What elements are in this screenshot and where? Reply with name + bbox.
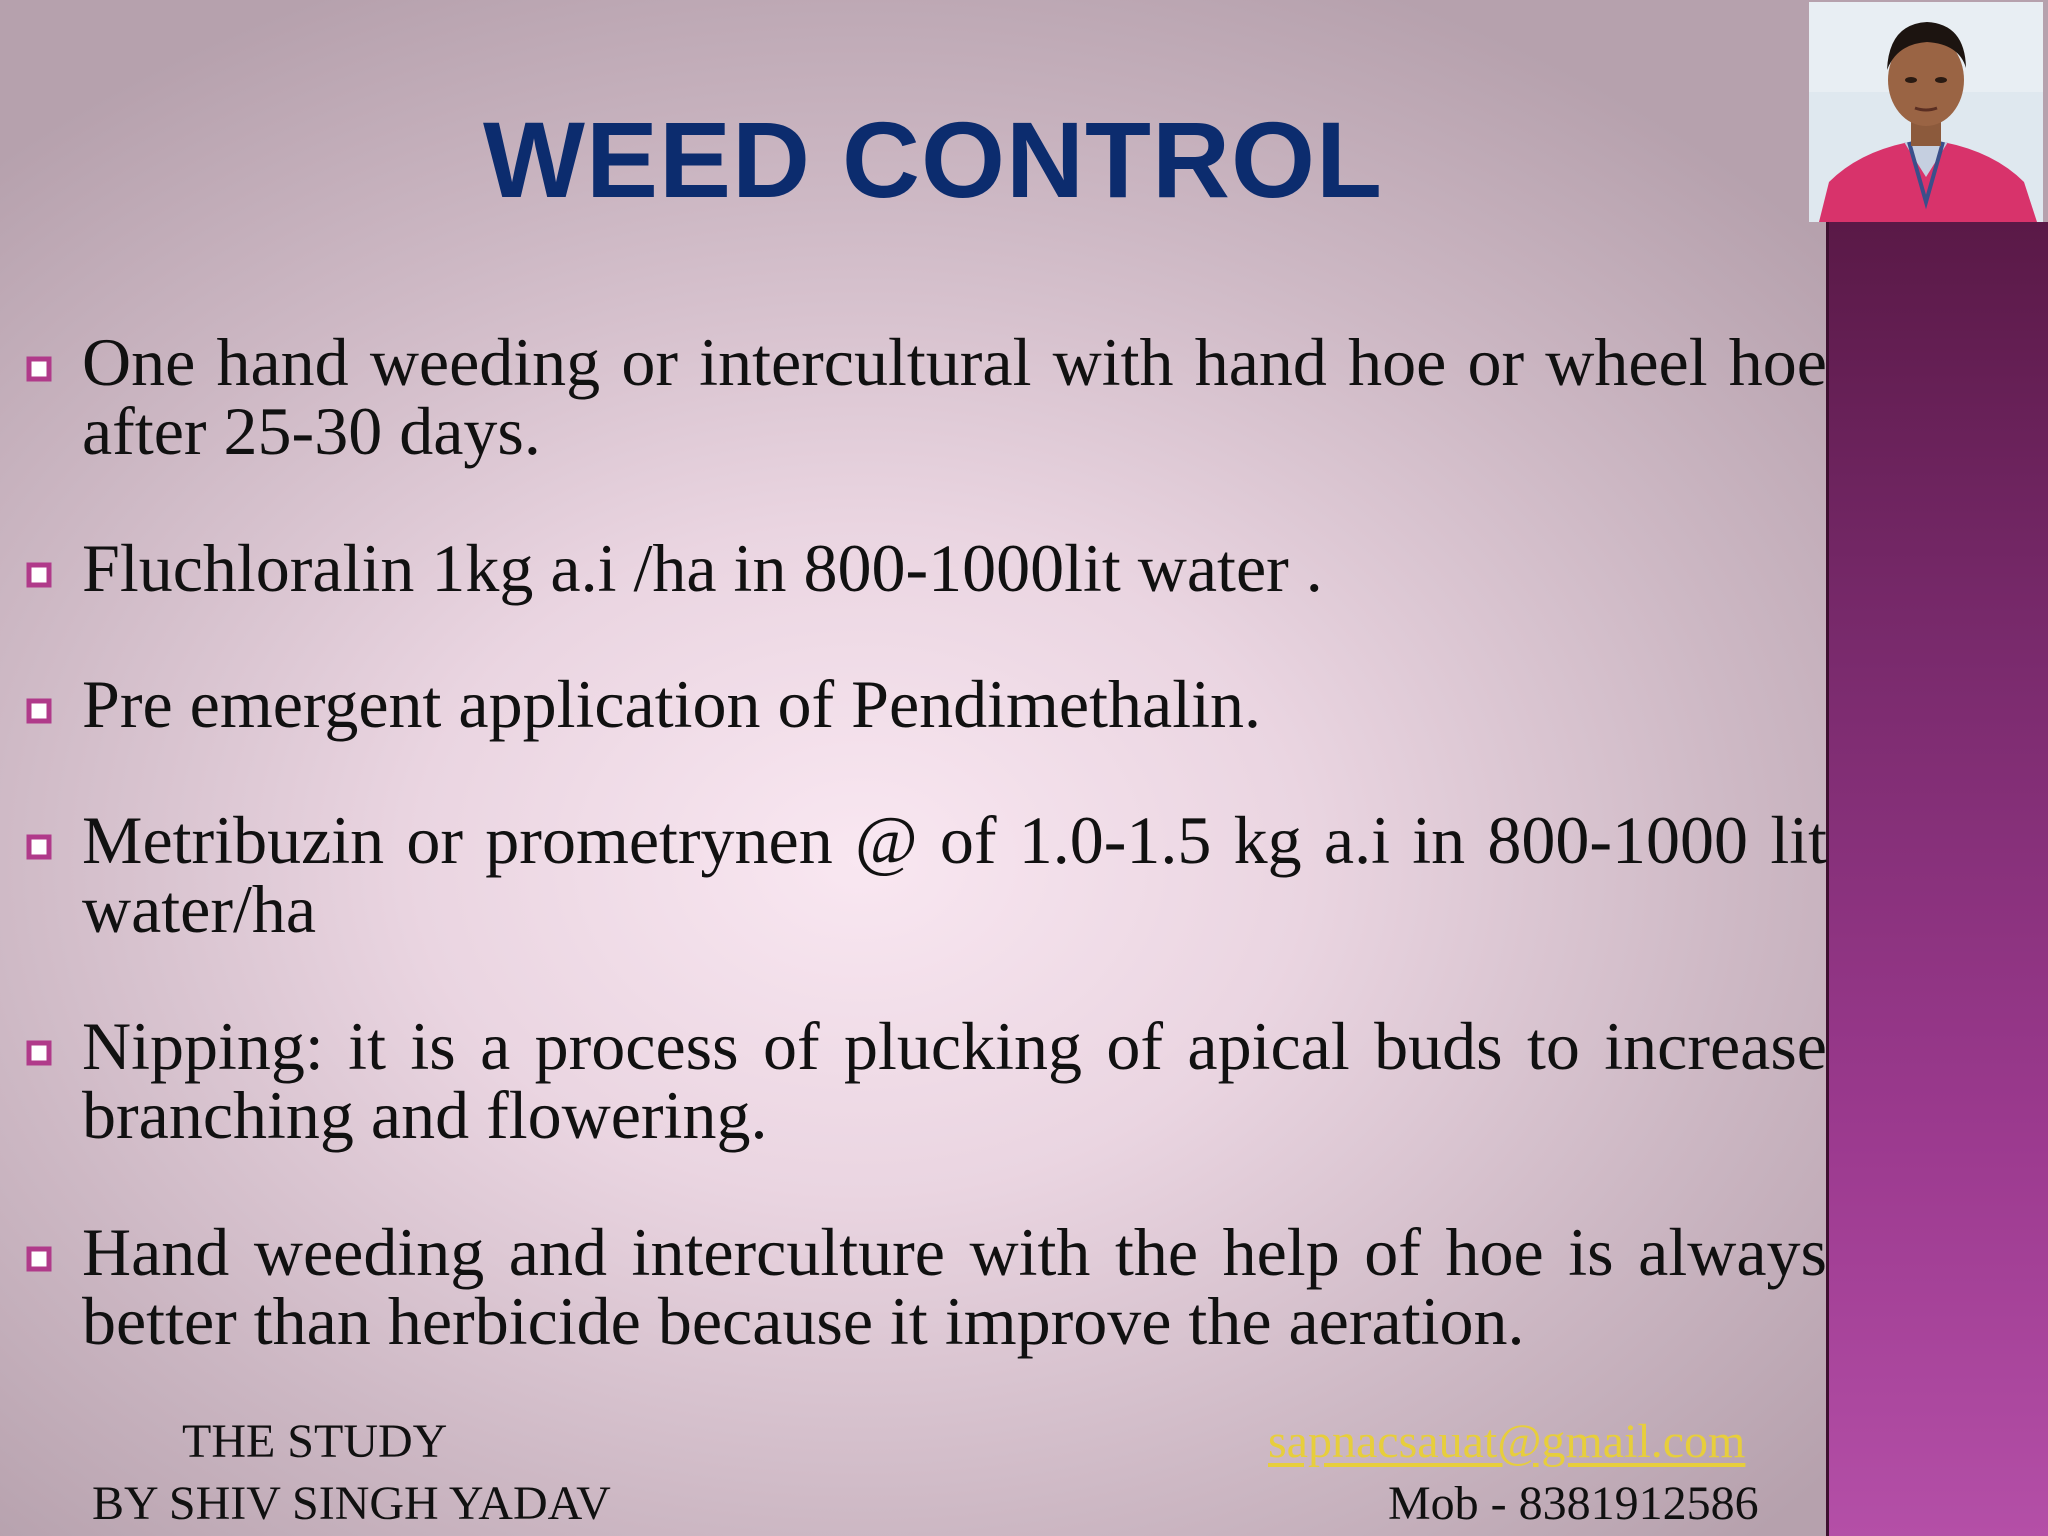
credit-line-1: THE STUDY: [182, 1415, 448, 1468]
bullet-text: Nipping: it is a process of plucking of apical buds to increase branching and flowering.: [82, 1008, 1827, 1153]
bullet-text: Pre emergent application of Pendimethalin.: [82, 666, 1261, 742]
bullet-text: Metribuzin or prometrynen @ of 1.0-1.5 kg a.i in 800-1000 lit water/ha: [82, 802, 1827, 947]
decorative-side-bar: [1826, 222, 2048, 1536]
hollow-square-bullet-icon: [26, 562, 52, 588]
slide-title: WEED CONTROL: [483, 99, 1383, 220]
hollow-square-bullet-icon: [26, 834, 52, 860]
hollow-square-bullet-icon: [26, 1246, 52, 1272]
hollow-square-bullet-icon: [26, 356, 52, 382]
credit-line-2: BY SHIV SINGH YADAV: [92, 1477, 611, 1530]
hollow-square-bullet-icon: [26, 1040, 52, 1066]
hollow-square-bullet-icon: [26, 698, 52, 724]
bullet-text: Hand weeding and interculture with the help of hoe is always better than herbicide because it improve the aeration.: [82, 1214, 1827, 1359]
bullet-text: One hand weeding or intercultural with hand hoe or wheel hoe after 25-30 days.: [82, 324, 1827, 469]
phone-number: Mob - 8381912586: [1388, 1477, 1759, 1530]
bullet-text: Fluchloralin 1kg a.i /ha in 800-1000lit water .: [82, 530, 1323, 606]
email-link[interactable]: sapnacsauat@gmail.com: [1268, 1415, 1746, 1468]
